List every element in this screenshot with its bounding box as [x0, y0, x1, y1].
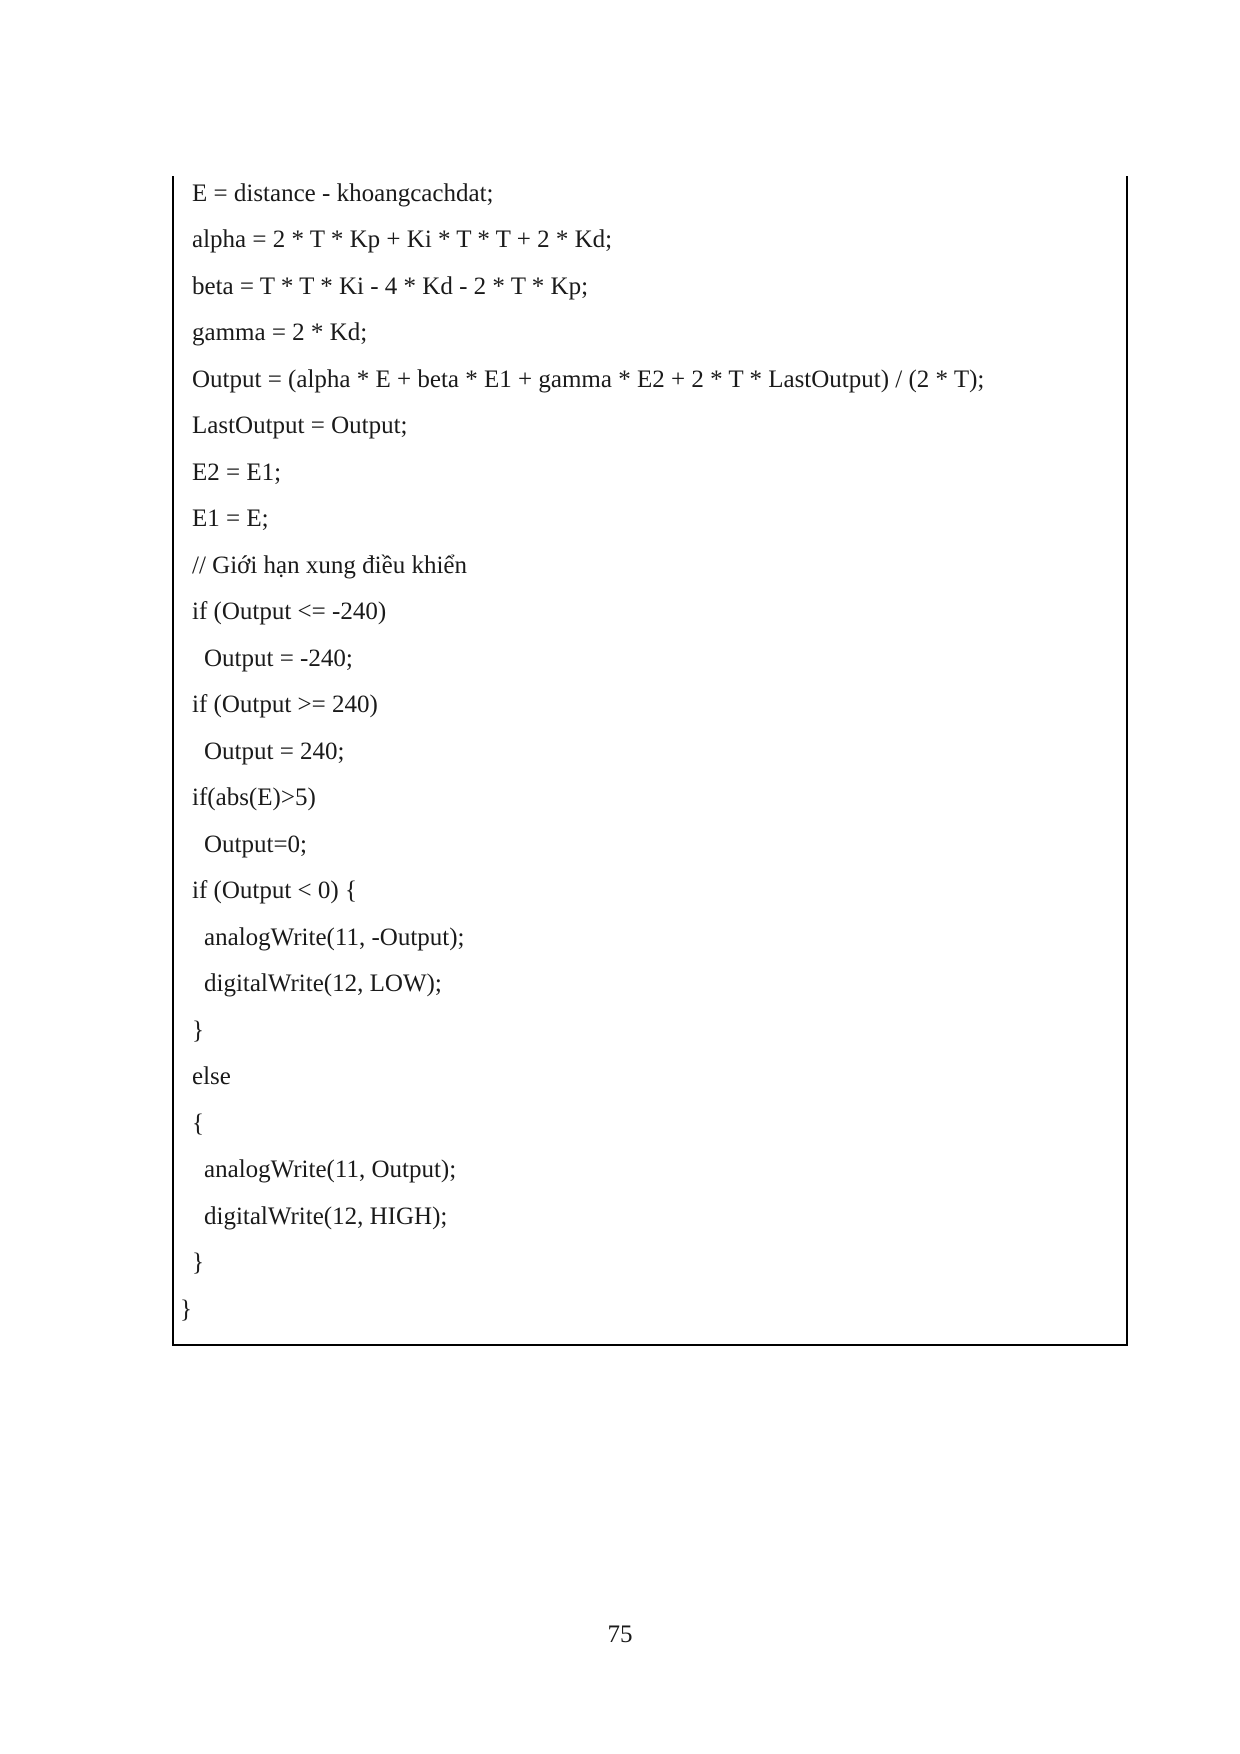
code-line: E1 = E;: [192, 505, 269, 532]
code-line: Output = (alpha * E + beta * E1 + gamma * E2 + 2 * T * LastOutput) / (2 * T);: [192, 366, 985, 393]
code-line: else: [192, 1063, 231, 1090]
code-line: analogWrite(11, Output);: [204, 1156, 457, 1183]
code-line: analogWrite(11, -Output);: [204, 924, 465, 951]
code-line: digitalWrite(12, LOW);: [204, 970, 442, 997]
code-line: Output = 240;: [204, 738, 345, 765]
code-line: E = distance - khoangcachdat;: [192, 180, 494, 207]
code-line: if(abs(E)>5): [192, 784, 316, 811]
code-line: Output=0;: [204, 831, 307, 858]
code-line: E2 = E1;: [192, 459, 282, 486]
code-line: Output = -240;: [204, 645, 353, 672]
code-line: if (Output < 0) {: [192, 877, 357, 904]
code-line: }: [192, 1249, 204, 1276]
code-listing-box: [172, 176, 1128, 1346]
code-line: gamma = 2 * Kd;: [192, 319, 368, 346]
page-number: 75: [607, 1621, 633, 1648]
code-line: if (Output <= -240): [192, 598, 387, 625]
code-line: if (Output >= 240): [192, 691, 378, 718]
code-line: }: [180, 1296, 192, 1323]
code-comment: // Giới hạn xung điều khiển: [192, 552, 467, 579]
code-line: LastOutput = Output;: [192, 412, 408, 439]
code-line: }: [192, 1017, 204, 1044]
code-line: beta = T * T * Ki - 4 * Kd - 2 * T * Kp;: [192, 273, 589, 300]
code-line: alpha = 2 * T * Kp + Ki * T * T + 2 * Kd;: [192, 226, 613, 253]
code-line: digitalWrite(12, HIGH);: [204, 1203, 448, 1230]
code-line: {: [192, 1110, 204, 1137]
